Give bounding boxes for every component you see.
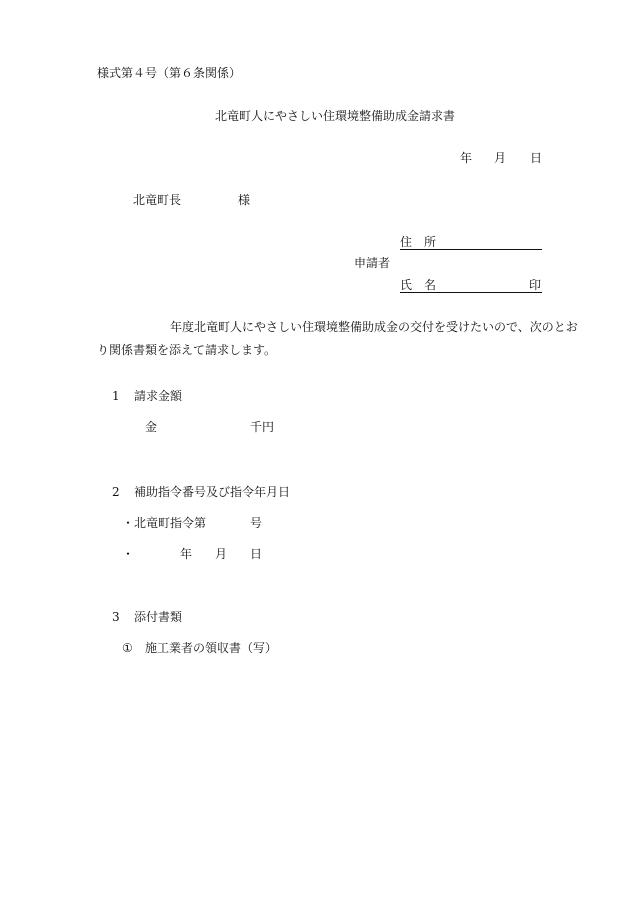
address-label: 住 所 <box>400 235 437 249</box>
order-number-suffix: 号 <box>250 516 263 530</box>
amount-unit: 千円 <box>250 420 275 434</box>
addressee-honorific: 様 <box>238 193 251 207</box>
amount-prefix: 金 <box>145 420 158 434</box>
order-bullet-2: ・ <box>122 547 135 561</box>
section-2-heading: 補助指令番号及び指令年月日 <box>134 485 291 499</box>
attachment-item-text: 施工業者の領収書（写） <box>145 641 278 655</box>
order-year-label: 年 <box>180 547 193 561</box>
body-text-line-2: り関係書類を添えて請求します。 <box>97 343 277 357</box>
section-3-heading: 添付書類 <box>134 610 183 624</box>
seal-label: 印 <box>529 278 542 292</box>
attachment-item-marker: ① <box>122 641 133 655</box>
document-title: 北竜町人にやさしい住環境整備助成金請求書 <box>215 109 456 123</box>
section-1-heading: 請求金額 <box>134 389 183 403</box>
date-day-label: 日 <box>530 151 543 165</box>
section-2-number: 2 <box>112 485 120 499</box>
order-day-label: 日 <box>250 547 263 561</box>
order-bullet-1: ・ <box>122 516 135 530</box>
order-number-prefix: 北竜町指令第 <box>134 516 207 530</box>
date-year-label: 年 <box>460 151 473 165</box>
section-3-number: 3 <box>112 610 120 624</box>
order-month-label: 月 <box>215 547 228 561</box>
body-text-line-1: 年度北竜町人にやさしい住環境整備助成金の交付を受けたいので、次のとお <box>170 320 578 334</box>
addressee-name: 北竜町長 <box>133 193 182 207</box>
date-month-label: 月 <box>494 151 507 165</box>
section-1-number: 1 <box>112 389 120 403</box>
name-underline <box>400 292 542 293</box>
address-underline <box>400 249 542 250</box>
applicant-label: 申請者 <box>354 256 391 270</box>
form-number: 様式第４号（第６条関係） <box>97 66 242 80</box>
name-label: 氏 名 <box>400 278 437 292</box>
